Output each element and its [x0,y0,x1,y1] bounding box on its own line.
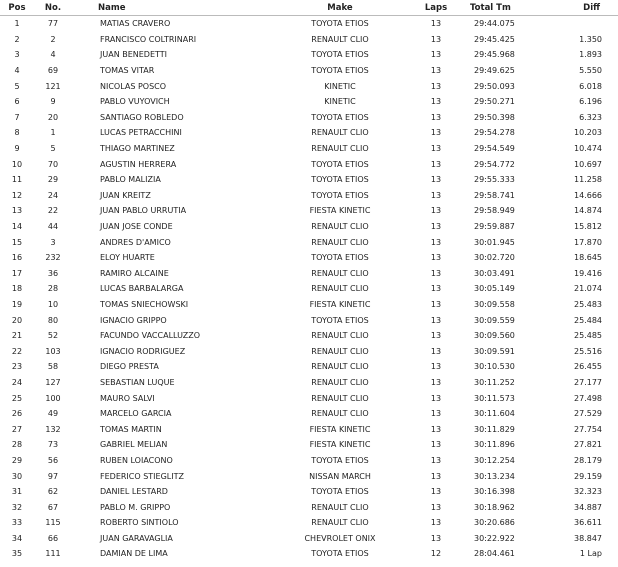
cell-make: TOYOTA ETIOS [311,175,369,185]
cell-car-number: 28 [47,284,59,294]
cell-pos: 25 [11,393,23,403]
cell-driver-name: PABLO VUYOVICH [100,97,170,107]
table-row[interactable] [0,312,618,328]
cell-driver-name: RAMIRO ALCAINE [100,268,169,278]
cell-pos: 13 [11,206,23,216]
cell-driver-name: DAMIAN DE LIMA [100,549,168,559]
cell-laps: 13 [430,346,442,356]
table-row[interactable] [0,281,618,297]
cell-driver-name: FACUNDO VACCALLUZZO [100,331,201,341]
cell-diff: 29.159 [574,471,602,481]
cell-make: TOYOTA ETIOS [311,487,369,497]
cell-make: RENAULT CLIO [311,502,369,512]
cell-diff: 27.498 [574,393,602,403]
cell-car-number: 67 [47,502,59,512]
cell-make: RENAULT CLIO [311,34,369,44]
cell-laps: 13 [430,393,442,403]
cell-diff: 25.516 [574,346,602,356]
cell-laps: 13 [430,424,442,434]
cell-pos: 17 [11,268,23,278]
cell-driver-name: DANIEL LESTARD [100,487,168,497]
cell-diff: 36.611 [574,518,602,528]
cell-laps: 13 [430,440,442,450]
cell-diff: 27.754 [574,424,602,434]
cell-total-time: 30:11.252 [474,377,515,387]
cell-car-number: 103 [45,346,61,356]
cell-total-time: 30:05.149 [474,284,515,294]
table-row[interactable] [0,250,618,266]
cell-make: TOYOTA ETIOS [311,253,369,263]
cell-make: RENAULT CLIO [311,331,369,341]
table-row[interactable] [0,390,618,406]
table-row[interactable] [0,437,618,453]
cell-driver-name: RUBEN LOIACONO [100,455,173,465]
cell-pos: 34 [11,533,23,543]
cell-pos: 33 [11,518,23,528]
results-body [0,16,618,562]
cell-diff: 6.018 [579,81,602,91]
table-row[interactable] [0,406,618,422]
cell-pos: 6 [14,97,20,107]
cell-total-time: 30:11.829 [474,424,515,434]
table-row[interactable] [0,328,618,344]
cell-laps: 13 [430,518,442,528]
table-row[interactable] [0,546,618,562]
cell-laps: 13 [430,128,442,138]
cell-laps: 13 [430,190,442,200]
cell-make: TOYOTA ETIOS [311,190,369,200]
cell-total-time: 30:09.558 [474,299,515,309]
table-row[interactable] [0,94,618,110]
cell-pos: 21 [11,331,23,341]
cell-diff: 17.870 [574,237,602,247]
cell-pos: 15 [11,237,23,247]
cell-make: RENAULT CLIO [311,362,369,372]
table-row[interactable] [0,375,618,391]
table-row[interactable] [0,359,618,375]
cell-driver-name: NICOLAS POSCO [100,81,167,91]
cell-pos: 22 [11,346,23,356]
cell-car-number: 121 [45,81,61,91]
cell-car-number: 3 [50,237,56,247]
cell-driver-name: PABLO MALIZIA [100,175,161,185]
cell-laps: 12 [430,549,442,559]
cell-diff: 10.203 [574,128,602,138]
cell-total-time: 29:50.398 [474,112,515,122]
column-header-laps[interactable]: Laps [410,0,462,16]
cell-car-number: 58 [47,362,59,372]
cell-diff: 11.258 [574,175,602,185]
cell-laps: 13 [430,268,442,278]
cell-make: FIESTA KINETIC [309,440,371,450]
cell-laps: 13 [430,50,442,60]
cell-pos: 2 [14,34,20,44]
cell-make: TOYOTA ETIOS [311,66,369,76]
cell-laps: 13 [430,97,442,107]
cell-car-number: 1 [50,128,56,138]
cell-laps: 13 [430,19,442,29]
cell-car-number: 77 [47,19,59,29]
cell-driver-name: IGNACIO GRIPPO [100,315,167,325]
cell-pos: 29 [11,455,23,465]
cell-car-number: 52 [47,331,59,341]
cell-diff [544,16,618,32]
cell-laps: 13 [430,237,442,247]
cell-pos: 20 [11,315,23,325]
cell-laps: 13 [430,331,442,341]
cell-car-number: 80 [47,315,59,325]
cell-car-number: 20 [47,112,59,122]
cell-diff: 1.893 [579,50,602,60]
cell-pos: 19 [11,299,23,309]
cell-car-number: 111 [45,549,61,559]
cell-total-time: 30:10.530 [474,362,515,372]
cell-diff: 21.074 [574,284,602,294]
cell-pos: 31 [11,487,23,497]
cell-make: RENAULT CLIO [311,409,369,419]
cell-car-number: 24 [47,190,59,200]
table-row[interactable] [0,453,618,469]
cell-make: TOYOTA ETIOS [311,159,369,169]
cell-total-time: 30:09.559 [474,315,515,325]
column-header-make[interactable]: Make [270,0,410,16]
cell-driver-name: ELOY HUARTE [100,253,155,263]
cell-driver-name: AGUSTIN HERRERA [100,159,177,169]
cell-make: RENAULT CLIO [311,222,369,232]
cell-diff: 26.455 [574,362,602,372]
cell-laps: 13 [430,471,442,481]
cell-diff: 10.697 [574,159,602,169]
table-row[interactable] [0,297,618,313]
cell-driver-name: JUAN BENEDETTI [100,50,168,60]
table-row[interactable] [0,63,618,79]
cell-pos: 18 [11,284,23,294]
cell-car-number: 9 [50,97,56,107]
cell-make: RENAULT CLIO [311,237,369,247]
cell-make: FIESTA KINETIC [309,299,371,309]
cell-make: FIESTA KINETIC [309,206,371,216]
table-row[interactable] [0,219,618,235]
cell-make: TOYOTA ETIOS [311,19,369,29]
column-header-pos[interactable]: Pos [0,0,34,16]
table-row[interactable] [0,515,618,531]
cell-total-time: 29:54.549 [474,144,515,154]
cell-total-time: 30:22.922 [474,533,515,543]
cell-car-number: 115 [45,518,61,528]
cell-car-number: 62 [47,487,59,497]
cell-total-time: 28:04.461 [474,549,515,559]
cell-pos: 24 [11,377,23,387]
table-row[interactable] [0,156,618,172]
cell-car-number: 5 [50,144,56,154]
cell-total-time: 30:18.962 [474,502,515,512]
cell-driver-name: JUAN KREITZ [100,190,151,200]
cell-driver-name: LUCAS BARBALARGA [100,284,184,294]
cell-total-time: 29:54.278 [474,128,515,138]
table-row[interactable] [0,32,618,48]
cell-laps: 13 [430,487,442,497]
cell-total-time: 30:09.560 [474,331,515,341]
cell-total-time: 30:11.573 [474,393,515,403]
cell-car-number: 232 [45,253,61,263]
cell-driver-name: PABLO M. GRIPPO [100,502,171,512]
cell-car-number: 100 [45,393,61,403]
cell-total-time: 29:59.887 [474,222,515,232]
cell-pos: 7 [14,112,20,122]
cell-laps: 13 [430,533,442,543]
cell-diff: 6.196 [579,97,602,107]
table-row[interactable] [0,78,618,94]
cell-total-time: 29:44.075 [474,19,515,29]
cell-laps: 13 [430,299,442,309]
cell-diff: 28.179 [574,455,602,465]
cell-car-number: 132 [45,424,61,434]
cell-laps: 13 [430,81,442,91]
cell-car-number: 2 [50,34,56,44]
cell-driver-name: TOMAS VITAR [100,66,155,76]
cell-make: RENAULT CLIO [311,377,369,387]
cell-car-number: 10 [47,299,59,309]
table-row[interactable] [0,172,618,188]
table-row[interactable] [0,141,618,157]
cell-make: TOYOTA ETIOS [311,112,369,122]
cell-laps: 13 [430,455,442,465]
cell-make: KINETIC [324,81,356,91]
cell-diff: 19.416 [574,268,602,278]
cell-pos: 26 [11,409,23,419]
table-row[interactable] [0,188,618,204]
cell-car-number: 29 [47,175,59,185]
cell-laps: 13 [430,409,442,419]
cell-total-time: 29:50.271 [474,97,515,107]
cell-diff: 25.485 [574,331,602,341]
cell-total-time: 29:45.968 [474,50,515,60]
cell-total-time: 29:55.333 [474,175,515,185]
cell-make: RENAULT CLIO [311,128,369,138]
cell-laps: 13 [430,222,442,232]
cell-total-time: 29:50.093 [474,81,515,91]
cell-diff: 1 Lap [579,549,602,559]
cell-make: CHEVROLET ONIX [304,533,376,543]
cell-laps: 13 [430,144,442,154]
cell-car-number: 4 [50,50,56,60]
cell-diff: 6.323 [579,112,602,122]
cell-pos: 35 [11,549,23,559]
cell-driver-name: SANTIAGO ROBLEDO [100,112,184,122]
cell-diff: 25.484 [574,315,602,325]
cell-total-time: 30:16.398 [474,487,515,497]
table-row[interactable] [0,266,618,282]
cell-pos: 11 [11,175,23,185]
cell-driver-name: TOMAS SNIECHOWSKI [100,299,189,309]
cell-pos: 16 [11,253,23,263]
cell-pos: 30 [11,471,23,481]
cell-pos: 32 [11,502,23,512]
cell-total-time: 30:01.945 [474,237,515,247]
cell-pos: 9 [14,144,20,154]
table-row[interactable] [0,110,618,126]
cell-car-number: 70 [47,159,59,169]
cell-driver-name: JUAN GARAVAGLIA [100,533,173,543]
cell-driver-name: MATIAS CRAVERO [100,19,171,29]
cell-pos: 4 [14,66,20,76]
cell-total-time: 30:11.896 [474,440,515,450]
cell-driver-name: FRANCISCO COLTRINARI [100,34,197,44]
cell-diff: 25.483 [574,299,602,309]
cell-make: RENAULT CLIO [311,393,369,403]
column-header-total-time[interactable]: Total Tm [462,0,544,16]
cell-pos: 8 [14,128,20,138]
table-row[interactable] [0,234,618,250]
cell-diff: 5.550 [579,66,602,76]
cell-laps: 13 [430,377,442,387]
cell-total-time: 29:58.949 [474,206,515,216]
table-row[interactable] [0,421,618,437]
cell-driver-name: JUAN PABLO URRUTIA [100,206,187,216]
cell-laps: 13 [430,34,442,44]
cell-diff: 27.821 [574,440,602,450]
cell-diff: 1.350 [579,34,602,44]
cell-diff: 14.666 [574,190,602,200]
cell-diff: 38.847 [574,533,602,543]
cell-car-number: 97 [47,471,59,481]
cell-diff: 15.812 [574,222,602,232]
cell-pos: 12 [11,190,23,200]
cell-diff: 32.323 [574,487,602,497]
cell-driver-name: DIEGO PRESTA [100,362,159,372]
cell-car-number: 127 [45,377,61,387]
cell-car-number: 56 [47,455,59,465]
table-row[interactable] [0,531,618,547]
cell-total-time: 30:20.686 [474,518,515,528]
cell-diff: 18.645 [574,253,602,263]
cell-make: TOYOTA ETIOS [311,50,369,60]
cell-car-number: 44 [47,222,59,232]
cell-make: TOYOTA ETIOS [311,455,369,465]
cell-laps: 13 [430,175,442,185]
cell-driver-name: GABRIEL MELIAN [100,440,168,450]
cell-make: TOYOTA ETIOS [311,549,369,559]
cell-driver-name: ROBERTO SINTIOLO [100,518,179,528]
cell-driver-name: ANDRES D'AMICO [100,237,171,247]
column-header-name[interactable]: Name [72,0,270,16]
cell-driver-name: FEDERICO STIEGLITZ [100,471,184,481]
cell-pos: 3 [14,50,20,60]
cell-laps: 13 [430,362,442,372]
column-header-diff[interactable]: Diff [544,0,618,16]
cell-pos: 28 [11,440,23,450]
cell-pos: 14 [11,222,23,232]
cell-driver-name: JUAN JOSE CONDE [100,222,173,232]
cell-diff: 27.177 [574,377,602,387]
cell-driver-name: THIAGO MARTINEZ [100,144,175,154]
table-row[interactable] [0,47,618,63]
cell-pos: 27 [11,424,23,434]
cell-car-number: 69 [47,66,59,76]
cell-total-time: 30:12.254 [474,455,515,465]
cell-laps: 13 [430,206,442,216]
cell-total-time: 30:13.234 [474,471,515,481]
cell-car-number: 49 [47,409,59,419]
table-row[interactable] [0,343,618,359]
cell-laps: 13 [430,159,442,169]
cell-make: TOYOTA ETIOS [311,315,369,325]
cell-driver-name: TOMAS MARTIN [100,424,162,434]
cell-driver-name: SEBASTIAN LUQUE [100,377,175,387]
cell-laps: 13 [430,315,442,325]
column-header-no[interactable]: No. [34,0,72,16]
cell-total-time: 29:49.625 [474,66,515,76]
cell-car-number: 36 [47,268,59,278]
cell-pos: 1 [14,19,20,29]
cell-car-number: 22 [47,206,59,216]
cell-driver-name: IGNACIO RODRIGUEZ [100,346,186,356]
cell-make: RENAULT CLIO [311,518,369,528]
cell-diff: 14.874 [574,206,602,216]
cell-laps: 13 [430,284,442,294]
cell-pos: 10 [11,159,23,169]
cell-driver-name: LUCAS PETRACCHINI [100,128,182,138]
cell-driver-name: MAURO SALVI [100,393,155,403]
cell-make: RENAULT CLIO [311,346,369,356]
cell-pos: 23 [11,362,23,372]
cell-diff: 27.529 [574,409,602,419]
cell-pos: 5 [14,81,20,91]
cell-diff: 34.887 [574,502,602,512]
cell-total-time: 30:09.591 [474,346,515,356]
cell-make: RENAULT CLIO [311,144,369,154]
cell-total-time: 29:45.425 [474,34,515,44]
table-row[interactable] [0,203,618,219]
table-row[interactable] [0,16,618,32]
cell-driver-name: MARCELO GARCIA [100,409,172,419]
cell-total-time: 29:54.772 [474,159,515,169]
cell-make: RENAULT CLIO [311,268,369,278]
cell-make: NISSAN MARCH [309,471,371,481]
cell-laps: 13 [430,253,442,263]
cell-make: KINETIC [324,97,356,107]
table-row[interactable] [0,499,618,515]
cell-total-time: 29:58.741 [474,190,515,200]
cell-car-number: 73 [47,440,59,450]
table-row[interactable] [0,125,618,141]
table-row[interactable] [0,484,618,500]
cell-total-time: 30:11.604 [474,409,515,419]
cell-laps: 13 [430,66,442,76]
cell-car-number: 66 [47,533,59,543]
cell-make: RENAULT CLIO [311,284,369,294]
table-row[interactable] [0,468,618,484]
cell-total-time: 30:03.491 [474,268,515,278]
cell-diff: 10.474 [574,144,602,154]
cell-total-time: 30:02.720 [474,253,515,263]
header-row [0,0,618,16]
cell-make: FIESTA KINETIC [309,424,371,434]
cell-laps: 13 [430,112,442,122]
cell-laps: 13 [430,502,442,512]
